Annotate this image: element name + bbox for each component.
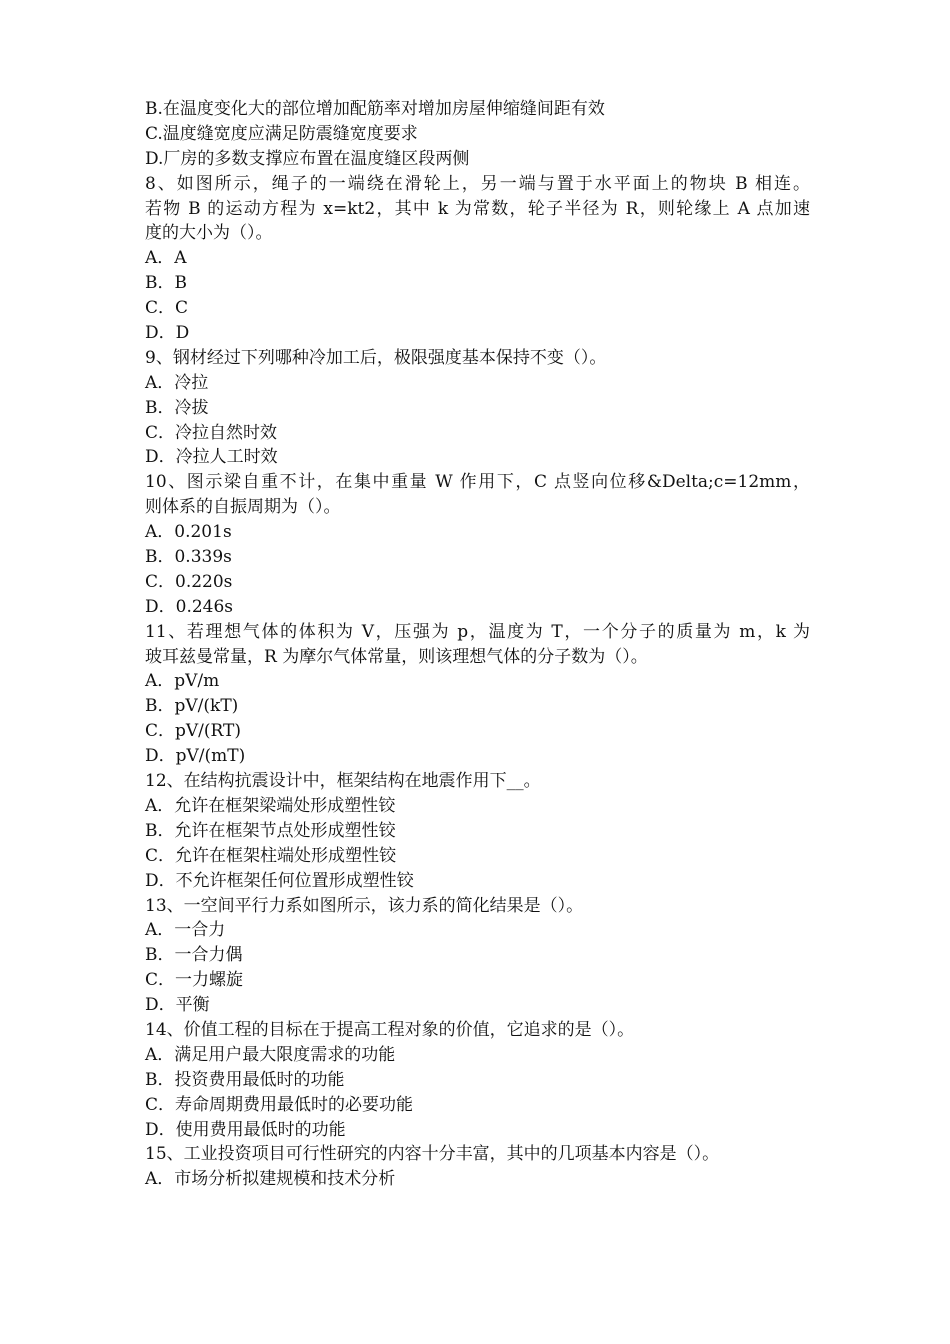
text-line: A．A <box>145 248 187 269</box>
text-line: B．冷拔 <box>145 397 209 418</box>
text-line: B．0.339s <box>145 547 232 568</box>
text-line: D．使用费用最低时的功能 <box>145 1119 346 1140</box>
text-line: A．pV/m <box>145 671 220 692</box>
text-line: B．投资费用最低时的功能 <box>145 1069 345 1090</box>
text-line: D．pV/(mT) <box>145 746 246 767</box>
text-line: B．B <box>145 273 187 294</box>
text-line: C．冷拉自然时效 <box>145 422 278 443</box>
text-line: C．允许在框架柱端处形成塑性铰 <box>145 845 397 866</box>
text-line: B．允许在框架节点处形成塑性铰 <box>145 820 396 841</box>
text-line: D．冷拉人工时效 <box>145 447 278 468</box>
document-body <box>145 97 810 1192</box>
text-line: 8、如图所示，绳子的一端绕在滑轮上，另一端与置于水平面上的物块 B 相连。 <box>145 173 810 194</box>
text-line: B.在温度变化大的部位增加配筋率对增加房屋伸缩缝间距有效 <box>145 99 605 119</box>
text-line: C．pV/(RT) <box>145 721 241 742</box>
text-line: 玻耳兹曼常量，R 为摩尔气体常量，则该理想气体的分子数为（）。 <box>145 646 648 667</box>
text-line: 13、一空间平行力系如图所示，该力系的简化结果是（）。 <box>145 895 584 916</box>
text-line: 若物 B 的运动方程为 x=kt2，其中 k 为常数，轮子半径为 R，则轮缘上 A 点加速 <box>145 198 810 219</box>
text-line: 12、在结构抗震设计中，框架结构在地震作用下__。 <box>145 771 541 792</box>
text-line: 14、价值工程的目标在于提高工程对象的价值，它追求的是（）。 <box>145 1019 635 1040</box>
text-line: A．0.201s <box>145 522 232 543</box>
text-line: 11、若理想气体的体积为 V，压强为 p，温度为 T，一个分子的质量为 m，k 为 <box>145 621 810 642</box>
text-line: 10、图示梁自重不计，在集中重量 W 作用下，C 点竖向位移&Delta;c=12mm， <box>145 472 810 493</box>
text-line: D．不允许框架任何位置形成塑性铰 <box>145 870 414 891</box>
text-line: 9、钢材经过下列哪种冷加工后，极限强度基本保持不变（）。 <box>145 347 607 368</box>
text-line: B．一合力偶 <box>145 945 243 966</box>
text-line: A．满足用户最大限度需求的功能 <box>145 1044 396 1065</box>
text-line: C．一力螺旋 <box>145 970 244 991</box>
text-line: A．市场分析拟建规模和技术分析 <box>145 1169 396 1190</box>
text-line: 度的大小为（）。 <box>145 223 273 244</box>
text-line: A．冷拉 <box>145 372 209 393</box>
text-line: 则体系的自振周期为（）。 <box>145 497 341 518</box>
text-line: D．0.246s <box>145 596 234 617</box>
text-line: C．0.220s <box>145 571 233 592</box>
text-line: A．一合力 <box>145 920 226 941</box>
text-line: C．C <box>145 298 189 319</box>
text-line: A．允许在框架梁端处形成塑性铰 <box>145 795 396 816</box>
text-line: 15、工业投资项目可行性研究的内容十分丰富，其中的几项基本内容是（）。 <box>145 1144 720 1165</box>
text-line: B．pV/(kT) <box>145 696 239 717</box>
text-line: D.厂房的多数支撑应布置在温度缝区段两侧 <box>145 148 470 169</box>
text-line: C.温度缝宽度应满足防震缝宽度要求 <box>145 123 418 144</box>
text-line: D．D <box>145 323 190 344</box>
text-line: C．寿命周期费用最低时的必要功能 <box>145 1094 414 1115</box>
text-line: D．平衡 <box>145 995 210 1016</box>
